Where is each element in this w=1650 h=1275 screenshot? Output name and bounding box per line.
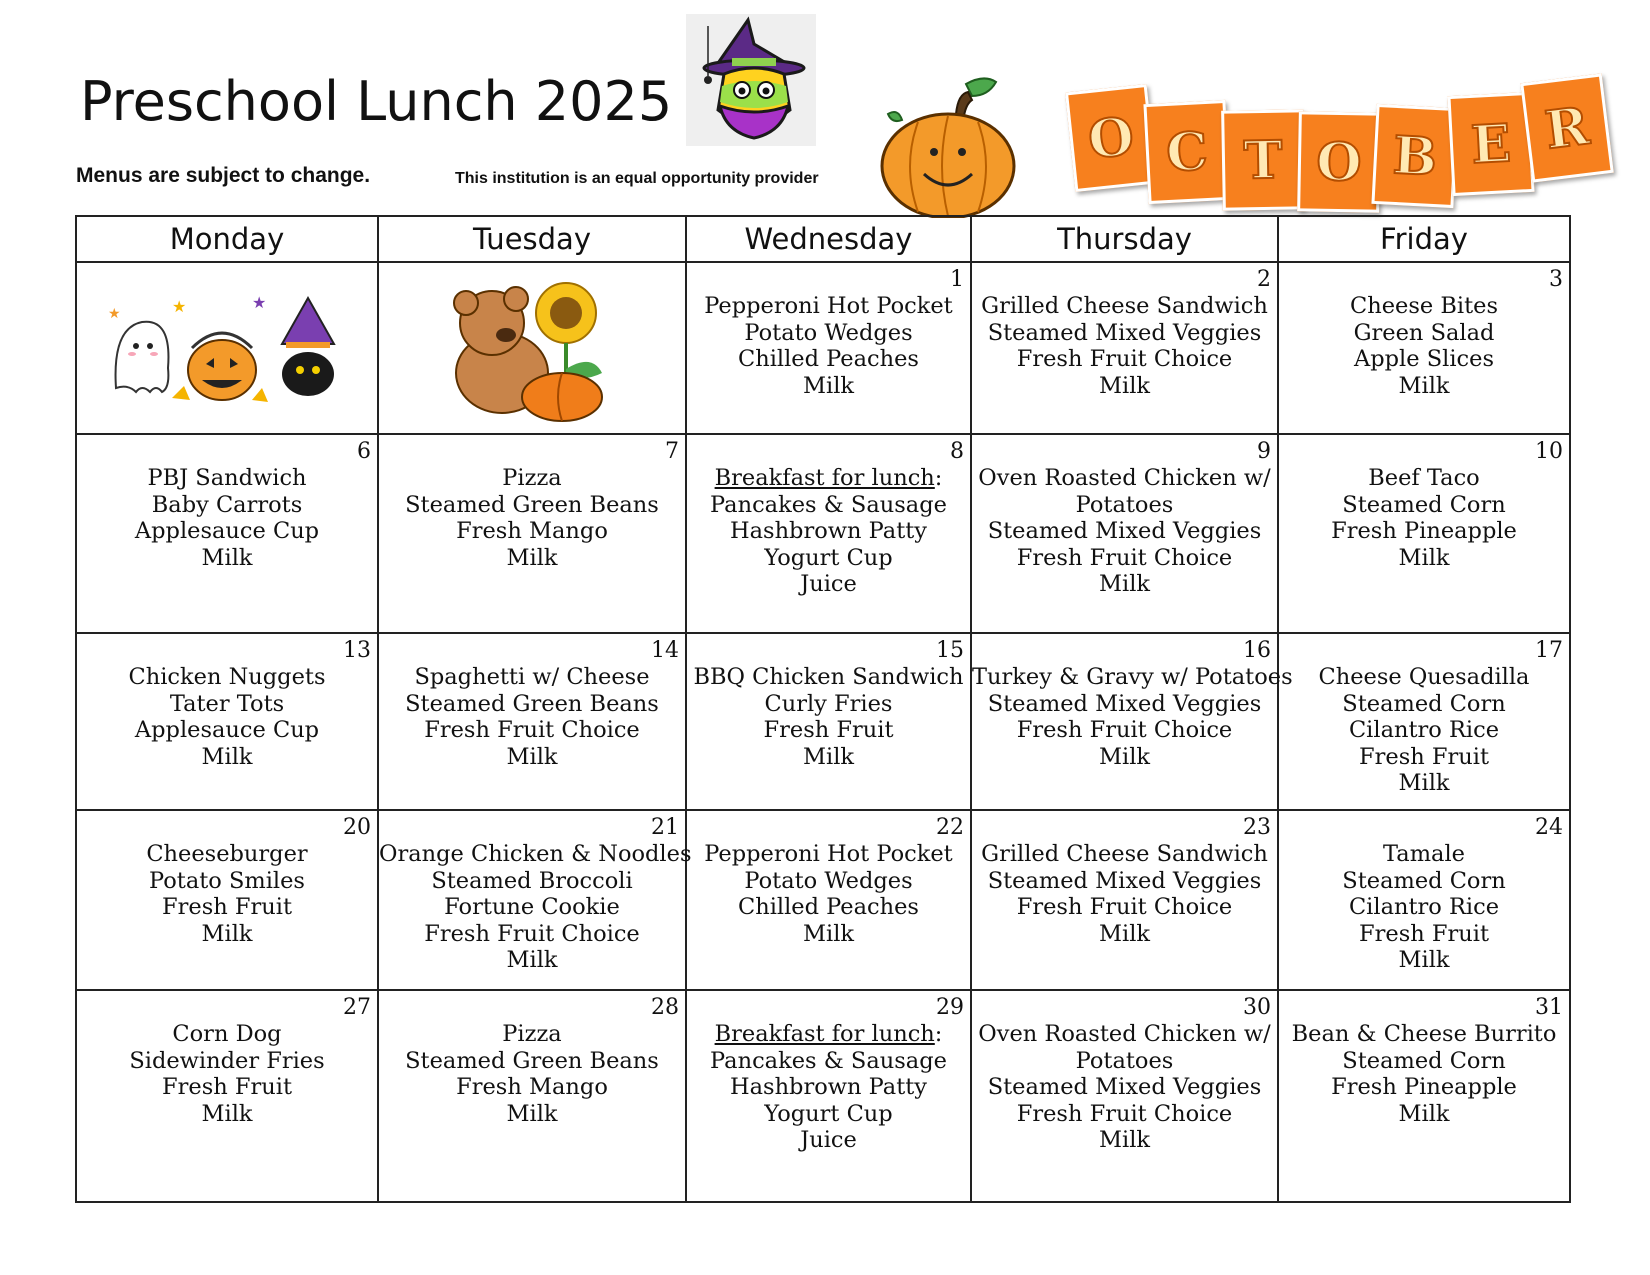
menu-item: Milk	[201, 544, 253, 571]
day-cell	[686, 810, 971, 990]
day-number: 21	[651, 815, 679, 840]
day-number: 17	[1535, 638, 1563, 663]
menu-item: Pepperoni Hot Pocket	[704, 841, 953, 867]
menu-item: Milk	[506, 544, 558, 571]
menu-item: Applesauce Cup	[134, 518, 320, 545]
day-number: 1	[950, 267, 964, 292]
menu-list	[379, 1021, 685, 1127]
menu-item: Fresh Pineapple	[1331, 1074, 1517, 1101]
weekday-header: Thursday	[971, 216, 1278, 262]
menu-list	[972, 293, 1277, 399]
menu-list	[1279, 1021, 1569, 1127]
menu-item: Turkey & Gravy w/ Potatoes	[972, 664, 1293, 690]
menu-item: Potato Wedges	[744, 319, 913, 346]
menu-item: Potatoes	[1075, 1047, 1174, 1074]
menu-item: Cilantro Rice	[1348, 894, 1500, 921]
menu-item: Oven Roasted Chicken w/	[978, 1021, 1271, 1047]
day-cell	[378, 990, 686, 1202]
day-cell	[76, 633, 378, 810]
menu-item: Fresh Fruit	[1359, 920, 1489, 947]
menu-item: Steamed Green Beans	[405, 491, 659, 518]
menu-list	[687, 465, 970, 598]
menu-list	[687, 841, 970, 947]
menu-list	[379, 841, 692, 974]
menu-list	[77, 1021, 377, 1127]
menu-item: Fresh Fruit Choice	[424, 920, 640, 947]
menu-list	[1279, 664, 1569, 797]
day-cell	[378, 434, 686, 633]
menu-item: Potato Wedges	[744, 867, 913, 894]
day-cell	[971, 990, 1278, 1202]
day-cell	[971, 633, 1293, 810]
menu-item: Milk	[802, 920, 855, 947]
day-cell	[1278, 633, 1570, 810]
day-number: 16	[1243, 638, 1271, 663]
menu-item: Pepperoni Hot Pocket	[704, 293, 953, 319]
day-cell	[686, 434, 971, 633]
day-number: 14	[651, 638, 679, 663]
svg-text:★: ★	[172, 297, 187, 316]
menu-item: Fresh Fruit	[162, 894, 292, 921]
day-number: 29	[936, 995, 964, 1020]
day-number: 6	[357, 439, 371, 464]
menu-item: Milk	[1098, 372, 1151, 399]
svg-text:★: ★	[108, 306, 121, 322]
menu-item: Steamed Corn	[1342, 1047, 1506, 1074]
menu-item: Yogurt Cup	[764, 1100, 893, 1127]
day-number: 10	[1535, 439, 1563, 464]
equal-opportunity-statement: This institution is an equal opportunity provider	[455, 170, 819, 187]
menu-item: Fresh Fruit Choice	[1016, 544, 1233, 571]
menu-item: Fresh Fruit Choice	[1016, 717, 1233, 744]
breakfast-for-lunch-label: Breakfast for lunch	[714, 465, 935, 491]
menu-item: Cheese Bites	[1350, 293, 1498, 319]
svg-text:★: ★	[252, 293, 267, 312]
menu-item: Milk	[1098, 743, 1151, 770]
menu-item: Orange Chicken & Noodles	[379, 841, 692, 867]
menu-item: Steamed Green Beans	[405, 1047, 659, 1074]
menu-item: Steamed Corn	[1342, 690, 1506, 717]
menu-item: Cheese Quesadilla	[1318, 664, 1530, 690]
menu-item-heading: Breakfast for lunch:	[714, 465, 943, 491]
menu-item: Pizza	[502, 465, 562, 491]
menu-item: Chicken Nuggets	[128, 664, 326, 690]
halloween-ghost-pumpkin-cat-icon	[77, 263, 377, 433]
menu-item: Grilled Cheese Sandwich	[981, 293, 1268, 319]
menu-item: Baby Carrots	[151, 491, 303, 518]
day-cell	[76, 990, 378, 1202]
menu-item: Applesauce Cup	[134, 717, 320, 744]
menu-list	[972, 664, 1293, 770]
banner-letter: B	[1371, 104, 1458, 208]
day-cell	[378, 633, 686, 810]
menu-item: Fortune Cookie	[444, 894, 620, 921]
menu-item: Cheeseburger	[146, 841, 308, 867]
menu-list	[687, 293, 970, 399]
menu-notice: Menus are subject to change.	[76, 164, 371, 187]
menu-item: Milk	[201, 1100, 253, 1127]
day-number: 13	[343, 638, 371, 663]
day-number: 28	[651, 995, 679, 1020]
october-banner	[1070, 66, 1630, 216]
menu-item: Fresh Fruit Choice	[1016, 1100, 1233, 1127]
menu-item: Spaghetti w/ Cheese	[414, 664, 650, 690]
day-number: 2	[1257, 267, 1271, 292]
day-number: 31	[1535, 995, 1563, 1020]
week-row	[76, 810, 1570, 990]
menu-item: Fresh Pineapple	[1331, 518, 1517, 545]
menu-item: Milk	[1098, 1127, 1151, 1154]
day-number: 15	[936, 638, 964, 663]
menu-item: Chilled Peaches	[738, 894, 919, 921]
menu-list	[972, 465, 1277, 598]
decoration-cell	[378, 262, 686, 434]
menu-item: Hashbrown Patty	[729, 1074, 928, 1101]
menu-item: Milk	[1398, 770, 1450, 797]
menu-item: Pancakes & Sausage	[710, 1047, 947, 1074]
menu-item: Steamed Mixed Veggies	[987, 518, 1262, 545]
menu-item: Fresh Mango	[456, 1074, 608, 1101]
menu-item: Tamale	[1383, 841, 1465, 867]
week-row	[76, 633, 1570, 810]
menu-item: Bean & Cheese Burrito	[1291, 1021, 1557, 1047]
menu-list	[77, 465, 377, 571]
weekday-header-row	[76, 216, 1570, 262]
weekday-header: Tuesday	[378, 216, 686, 262]
day-cell	[686, 633, 971, 810]
day-cell	[971, 434, 1278, 633]
banner-letter: O	[1065, 84, 1157, 192]
menu-item: Steamed Mixed Veggies	[987, 867, 1262, 894]
menu-item: Steamed Broccoli	[431, 867, 633, 894]
day-number: 20	[343, 815, 371, 840]
menu-item: Steamed Mixed Veggies	[987, 319, 1262, 346]
menu-item: Milk	[1098, 571, 1151, 598]
day-cell	[1278, 434, 1570, 633]
week-row	[76, 434, 1570, 633]
menu-item: Steamed Green Beans	[405, 690, 659, 717]
weekday-header: Monday	[76, 216, 378, 262]
menu-item: Steamed Mixed Veggies	[987, 1074, 1262, 1101]
day-cell	[1278, 262, 1570, 434]
menu-item: Fresh Fruit Choice	[424, 717, 640, 744]
menu-item: Fresh Fruit Choice	[1016, 346, 1233, 373]
menu-item: Milk	[802, 372, 855, 399]
menu-item: Milk	[201, 743, 253, 770]
banner-letter: T	[1221, 109, 1305, 210]
menu-item: Milk	[201, 920, 253, 947]
menu-item: Fresh Fruit	[162, 1074, 292, 1101]
menu-item: Green Salad	[1353, 319, 1495, 346]
menu-list	[1279, 841, 1569, 974]
banner-letter: R	[1520, 73, 1614, 182]
day-cell	[971, 810, 1278, 990]
menu-list	[1279, 465, 1569, 571]
menu-item: Tater Tots	[169, 690, 285, 717]
banner-letter: E	[1447, 92, 1534, 196]
menu-list	[77, 841, 377, 947]
menu-list	[687, 664, 970, 770]
page-title: Preschool Lunch 2025	[80, 70, 673, 133]
menu-item: Chilled Peaches	[738, 346, 919, 373]
menu-item: Milk	[802, 743, 855, 770]
day-number: 9	[1257, 439, 1271, 464]
menu-item: Curly Fries	[764, 690, 893, 717]
menu-item: Milk	[1398, 1100, 1450, 1127]
weekday-header: Friday	[1278, 216, 1570, 262]
menu-list	[972, 1021, 1277, 1154]
menu-item: Sidewinder Fries	[129, 1047, 325, 1074]
day-number: 24	[1535, 815, 1563, 840]
menu-item: Pizza	[502, 1021, 562, 1047]
menu-item: Milk	[1398, 544, 1450, 571]
menu-list	[1279, 293, 1569, 399]
day-cell	[378, 810, 692, 990]
day-number: 3	[1549, 267, 1563, 292]
day-cell	[76, 810, 378, 990]
week-row	[76, 990, 1570, 1202]
menu-item: Yogurt Cup	[764, 544, 893, 571]
day-cell	[1278, 990, 1570, 1202]
menu-item: Milk	[1398, 372, 1450, 399]
menu-item: Steamed Corn	[1342, 867, 1506, 894]
candy-corn-witch-icon	[686, 14, 816, 146]
day-cell	[686, 262, 971, 434]
menu-item: Milk	[1098, 920, 1151, 947]
menu-item: Potato Smiles	[149, 867, 305, 894]
day-number: 8	[950, 439, 964, 464]
day-cell	[76, 434, 378, 633]
menu-item: Milk	[506, 1100, 558, 1127]
menu-item: Hashbrown Patty	[729, 518, 928, 545]
menu-item: Beef Taco	[1368, 465, 1480, 491]
menu-item: Pancakes & Sausage	[710, 491, 947, 518]
day-number: 22	[936, 815, 964, 840]
menu-item-heading: Breakfast for lunch:	[714, 1021, 943, 1047]
menu-item: Potatoes	[1075, 491, 1174, 518]
day-cell	[1278, 810, 1570, 990]
day-number: 7	[665, 439, 679, 464]
menu-item: Fresh Mango	[456, 518, 608, 545]
menu-list	[687, 1021, 970, 1154]
menu-item: Milk	[1398, 947, 1450, 974]
menu-item: Fresh Fruit	[763, 717, 894, 744]
menu-item: Steamed Corn	[1342, 491, 1506, 518]
banner-letter: O	[1297, 111, 1381, 212]
menu-item: Fresh Fruit	[1359, 743, 1489, 770]
menu-item: Grilled Cheese Sandwich	[981, 841, 1268, 867]
menu-item: Corn Dog	[172, 1021, 282, 1047]
menu-list	[77, 664, 377, 770]
day-cell	[686, 990, 971, 1202]
week-row	[76, 262, 1570, 434]
lunch-calendar	[75, 215, 1571, 1203]
menu-item: BBQ Chicken Sandwich	[693, 664, 964, 690]
menu-item: Steamed Mixed Veggies	[987, 690, 1262, 717]
menu-item: Fresh Fruit Choice	[1016, 894, 1233, 921]
menu-item: Juice	[800, 1127, 857, 1154]
menu-item: Milk	[506, 743, 558, 770]
menu-item: Cilantro Rice	[1348, 717, 1500, 744]
menu-item: Milk	[506, 947, 558, 974]
day-number: 23	[1243, 815, 1271, 840]
menu-item: Juice	[800, 571, 857, 598]
bear-sunflower-pumpkin-icon	[379, 263, 685, 433]
menu-list	[379, 465, 685, 571]
menu-item: PBJ Sandwich	[147, 465, 307, 491]
menu-item: Apple Slices	[1354, 346, 1494, 373]
day-cell	[971, 262, 1278, 434]
weekday-header: Wednesday	[686, 216, 971, 262]
menu-list	[972, 841, 1277, 947]
banner-letter: C	[1143, 100, 1230, 204]
menu-list	[379, 664, 685, 770]
day-number: 30	[1243, 995, 1271, 1020]
decoration-cell	[76, 262, 378, 434]
day-number: 27	[343, 995, 371, 1020]
menu-item: Oven Roasted Chicken w/	[978, 465, 1271, 491]
pumpkin-face-icon	[868, 74, 1028, 218]
breakfast-for-lunch-label: Breakfast for lunch	[714, 1021, 935, 1047]
